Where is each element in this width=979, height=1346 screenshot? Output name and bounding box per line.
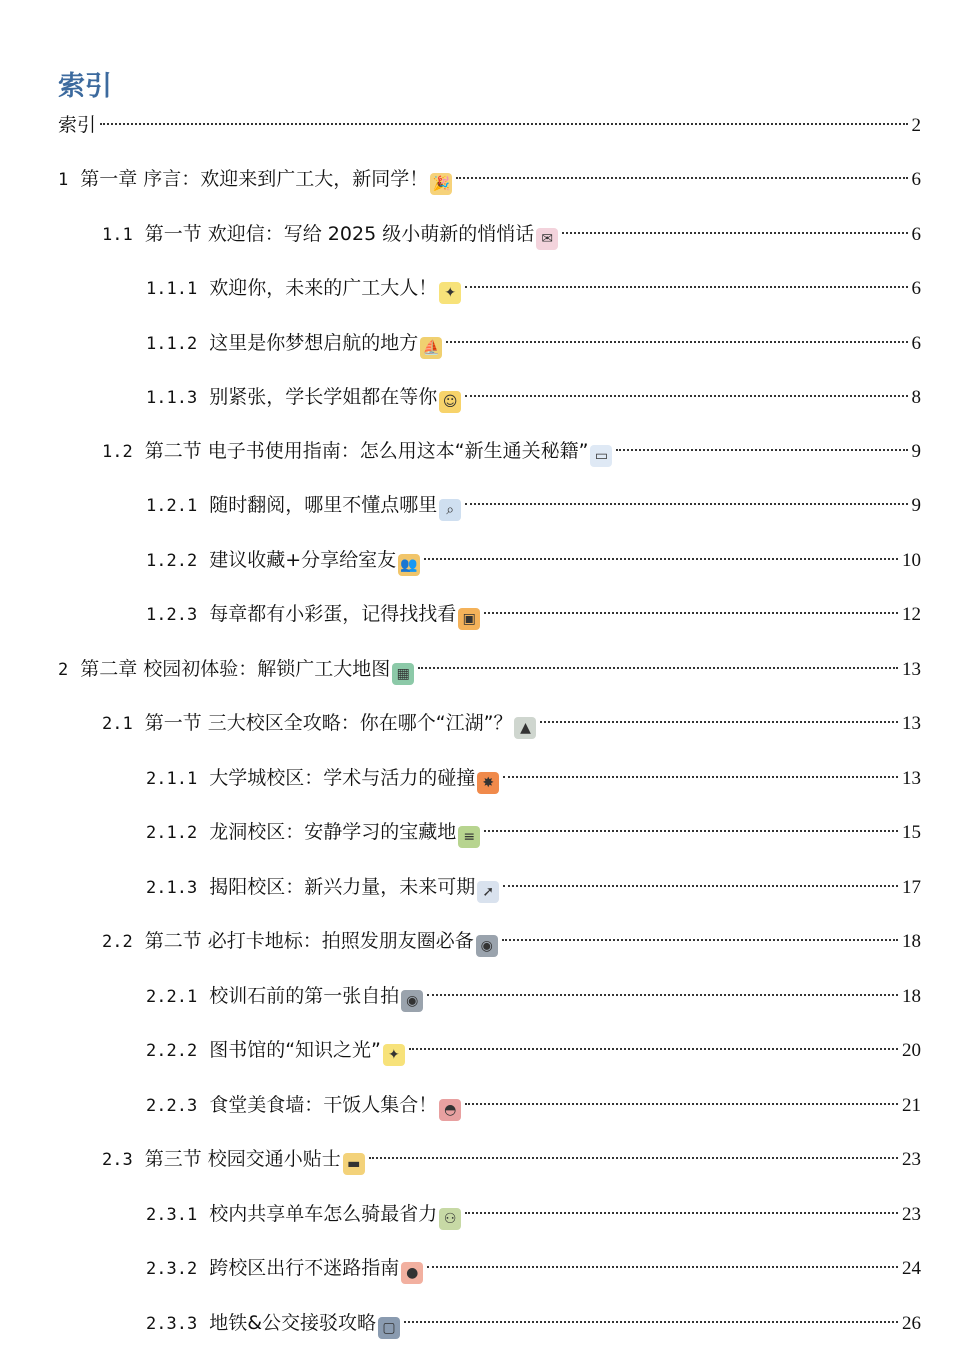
toc-entry-title: 第二节 必打卡地标：拍照发朋友圈必备 [144, 930, 474, 952]
toc-page-number: 6 [911, 224, 921, 245]
toc-entry-title: 第二章 校园初体验：解锁广工大地图 [80, 658, 391, 680]
toc-entry-number: 1.1 [102, 225, 133, 245]
toc-leader-dots [484, 612, 898, 614]
sparkles-icon: ✦ [383, 1044, 405, 1066]
toc-page-number: 24 [902, 1258, 921, 1279]
toc-leader-dots [465, 1212, 898, 1214]
toc-entry-number: 2.2 [102, 932, 133, 952]
toc-page-number: 9 [911, 441, 921, 462]
bus-icon: ▬ [343, 1153, 365, 1175]
toc-entry-number: 2.1 [102, 714, 133, 734]
toc-leader-dots [465, 1103, 898, 1105]
love-letter-icon: ✉ [536, 228, 558, 250]
toc-entry-title: 第二节 电子书使用指南：怎么用这本“新生通关秘籍” [144, 440, 589, 462]
toc-page-number: 26 [902, 1313, 921, 1334]
toc-leader-dots [465, 286, 907, 288]
toc-page-number: 6 [911, 278, 921, 299]
toc-entry-number: 1.2.3 [146, 605, 198, 625]
toc-entry-title: 第三节 校园交通小贴士 [144, 1148, 341, 1170]
toc-page-number: 13 [902, 659, 921, 680]
toc-entry-number: 1.1.2 [146, 334, 198, 354]
toc-entry-number: 2.3.3 [146, 1314, 198, 1334]
toc-entry[interactable] [146, 874, 921, 901]
toc-entry[interactable] [146, 384, 921, 411]
toc-page-number: 8 [911, 387, 921, 408]
toc-entry-title: 随时翻阅，哪里不懂点哪里 [209, 494, 438, 516]
toc-entry-number: 2.1.3 [146, 878, 198, 898]
toc-entry[interactable] [146, 1037, 921, 1064]
toc-page-number: 12 [902, 604, 921, 625]
toc-page-number: 17 [902, 877, 921, 898]
toc-page-number: 21 [902, 1095, 921, 1116]
toc-page-number: 13 [902, 768, 921, 789]
toc-leader-dots [503, 885, 898, 887]
sparkles-icon: ✦ [439, 282, 461, 304]
toc-page-number: 13 [902, 713, 921, 734]
toc-entry-number: 2 [58, 660, 69, 680]
toc-page-number: 15 [902, 822, 921, 843]
toc-leader-dots [465, 503, 907, 505]
toc-leader-dots [424, 558, 898, 560]
toc-leader-dots [404, 1321, 898, 1323]
toc-leader-dots [616, 449, 907, 451]
toc-entry[interactable] [58, 166, 921, 193]
toc-entry-number: 1.1.1 [146, 279, 198, 299]
toc-entry-number: 1.1.3 [146, 388, 198, 408]
toc-entry-title: 索引 [58, 114, 97, 136]
toc-entry-title: 图书馆的“知识之光” [209, 1039, 381, 1061]
toc-page-number: 2 [911, 115, 921, 136]
toc-leader-dots [456, 177, 907, 179]
toc-entry[interactable] [146, 983, 921, 1010]
toc-entry-title: 大学城校区：学术与活力的碰撞 [209, 767, 476, 789]
toc-leader-dots [502, 939, 898, 941]
toc-page-number: 9 [911, 495, 921, 516]
toc-leader-dots [369, 1157, 898, 1159]
toc-entry-number: 2.2.3 [146, 1096, 198, 1116]
toc-entry-title: 这里是你梦想启航的地方 [209, 332, 419, 354]
toc-entry-title: 欢迎你，未来的广工大人！ [209, 277, 438, 299]
map-icon: ▦ [392, 663, 414, 685]
toc-entry-number: 1 [58, 170, 69, 190]
toc-leader-dots [484, 830, 898, 832]
toc-entry[interactable] [146, 1310, 921, 1337]
toc-page-number: 23 [902, 1149, 921, 1170]
toc-leader-dots [100, 123, 907, 125]
magnifier-icon: ⌕ [439, 499, 461, 521]
toc-entry-number: 2.3.2 [146, 1259, 198, 1279]
toc-entry[interactable] [102, 928, 921, 955]
toc-page-number: 6 [911, 333, 921, 354]
bowl-icon: ◓ [439, 1099, 461, 1121]
toc-leader-dots [427, 1266, 898, 1268]
open-book-icon: ▭ [590, 445, 612, 467]
toc-entry[interactable] [146, 765, 921, 792]
toc-entry-title: 第一章 序言：欢迎来到广工大，新同学！ [80, 168, 429, 190]
toc-page-number: 18 [902, 931, 921, 952]
toc-entry-title: 每章都有小彩蛋，记得找找看 [209, 603, 457, 625]
toc-entry[interactable] [146, 492, 921, 519]
toc-leader-dots [465, 395, 907, 397]
toc-leader-dots [503, 776, 898, 778]
toc-entry[interactable] [146, 330, 921, 357]
toc-leader-dots [427, 994, 898, 996]
toc-page-number: 10 [902, 550, 921, 571]
toc-entry-number: 1.2 [102, 442, 133, 462]
toc-entry-number: 2.3.1 [146, 1205, 198, 1225]
toc-entry-number: 2.2.1 [146, 987, 198, 1007]
toc-entry-number: 1.2.2 [146, 551, 198, 571]
toc-entry-title: 跨校区出行不迷路指南 [209, 1257, 400, 1279]
toc-entry-number: 2.2.2 [146, 1041, 198, 1061]
toc-page-number: 23 [902, 1204, 921, 1225]
toc-entry[interactable] [146, 601, 921, 628]
toc-page-number: 18 [902, 986, 921, 1007]
collision-icon: ✸ [477, 772, 499, 794]
toc-entry-title: 别紧张，学长学姐都在等你 [209, 386, 438, 408]
page-title: 索引 [58, 71, 112, 102]
toc-entry[interactable] [146, 1092, 921, 1119]
toc-entry-title: 地铁&公交接驳攻略 [209, 1312, 377, 1334]
toc-entry-title: 龙洞校区：安静学习的宝藏地 [209, 821, 457, 843]
toc-entry[interactable] [102, 710, 921, 737]
toc-entry[interactable] [102, 221, 921, 248]
metro-icon: ▢ [378, 1317, 400, 1339]
bicycle-icon: ⚇ [439, 1208, 461, 1230]
toc-page-number: 6 [911, 169, 921, 190]
toc-entry[interactable] [58, 656, 921, 683]
toc-page-number: 20 [902, 1040, 921, 1061]
toc-entry-title: 校内共享单车怎么骑最省力 [209, 1203, 438, 1225]
rocket-icon: ➚ [477, 881, 499, 903]
party-popper-icon: 🎉 [430, 173, 452, 195]
gift-icon: ▣ [458, 608, 480, 630]
toc-entry-number: 2.1.2 [146, 823, 198, 843]
toc-leader-dots [409, 1048, 898, 1050]
toc-entry-number: 2.3 [102, 1150, 133, 1170]
toc-leader-dots [540, 721, 898, 723]
toc-entry-title: 校训石前的第一张自拍 [209, 985, 400, 1007]
books-icon: ≡ [458, 826, 480, 848]
toc-entry[interactable] [58, 112, 921, 139]
toc-leader-dots [562, 232, 907, 234]
building-icon: ▲ [514, 717, 536, 739]
toc-entry-title: 建议收藏+分享给室友 [209, 549, 397, 571]
toc-entry-title: 第一节 欢迎信：写给 2025 级小萌新的悄悄话 [144, 223, 535, 245]
people-icon: 👥 [398, 554, 420, 576]
smiling-face-icon: ☺ [439, 391, 461, 413]
pin-icon: ● [401, 1262, 423, 1284]
toc-entry[interactable] [146, 1201, 921, 1228]
sailboat-icon: ⛵ [420, 337, 442, 359]
toc-entry[interactable] [146, 1255, 921, 1282]
toc-entry-number: 1.2.1 [146, 496, 198, 516]
camera-icon: ◉ [401, 990, 423, 1012]
toc-entry[interactable] [146, 819, 921, 846]
toc-entry-title: 食堂美食墙：干饭人集合！ [209, 1094, 438, 1116]
toc-entry[interactable] [146, 275, 921, 302]
camera-icon: ◉ [476, 935, 498, 957]
toc-entry[interactable] [102, 1146, 921, 1173]
toc-entry-number: 2.1.1 [146, 769, 198, 789]
toc-leader-dots [418, 667, 898, 669]
toc-entry-title: 揭阳校区：新兴力量，未来可期 [209, 876, 476, 898]
toc-entry-title: 第一节 三大校区全攻略：你在哪个“江湖”？ [144, 712, 513, 734]
toc-entry[interactable] [102, 438, 921, 465]
toc-leader-dots [446, 341, 907, 343]
toc-entry[interactable] [146, 547, 921, 574]
